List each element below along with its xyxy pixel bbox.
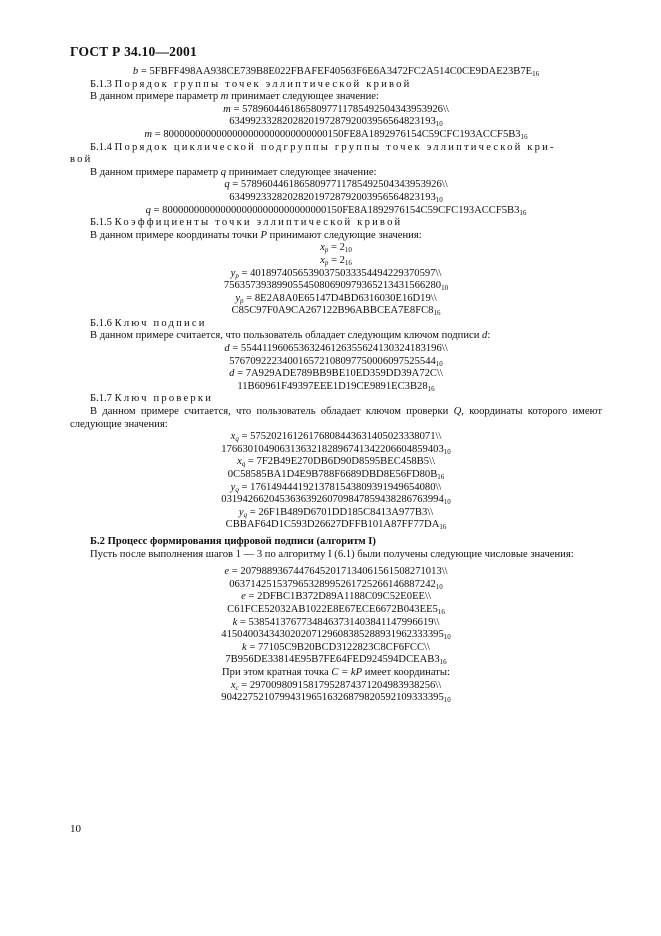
e-hex-line-2: $C61FCE52032AB1022E8E67ECE6672B043EE5_{16}$	[227, 603, 445, 616]
section-b2-heading: Б.2 Процесс формирования цифровой подписи (алгоритм I)	[90, 535, 376, 547]
section-b15-heading: Б.1.5 Коэффициенты точки эллиптической кривой	[90, 217, 403, 229]
e-decimal-line-1: e = 20798893674476452017134061561508271013\\	[224, 566, 448, 578]
m-hex-line: $m = 8000000000000000000000000000000150FE8A1892976154C59CFC193ACCF5B3_{16}$	[144, 128, 528, 141]
yq-decimal-line-1: $y_q$ = 17614944419213781543809391949654080\\	[230, 481, 442, 494]
section-b13-heading: Б.1.3 Порядок группы точек эллиптической кривой	[90, 78, 412, 90]
m-decimal-line-2: $634992332820282019728792003956564823193_{10}$	[229, 116, 443, 129]
yp-decimal-line-1: $y_p$ = 40189740565390375033354494229370597\\	[230, 267, 442, 280]
b-parameter-line: $b = 5FBFF498AA938CE739B8E022FBAFEF40563F6E6A3472FC2A514C0CE9DAE23B7E_{16}$	[132, 66, 540, 78]
xp-decimal-line: $x_p = 2_{10}$	[320, 242, 352, 255]
d-decimal-line-2: $576709222340016572108097750006097525544_{10}$	[229, 355, 443, 368]
q-decimal-line-2: $634992332820282019728792003956564823193_{10}$	[229, 191, 443, 204]
e-hex-line-1: e = 2DFBC1B372D89A1188C09C52E0EE\\	[241, 591, 431, 603]
xq-decimal-line-2: $176630104906313632182896741342206604859403_{10}$	[221, 443, 451, 456]
k-decimal-line-1: k = 53854137677348463731403841147996619\\	[232, 616, 440, 628]
d-hex-line-1: d = 7A929ADE789BB9BE10ED359DD39A72C\\	[229, 368, 443, 380]
yq-hex-line-1: $y_q$ = 26F1B489D6701DD185C8413A977B3\\	[238, 506, 434, 519]
d-hex-line-2: $11B60961F49397EEE1D19CE9891EC3B28_{16}$	[237, 380, 435, 393]
q-decimal-line-1: q = 57896044618658097711785492504343953926\\	[224, 179, 448, 191]
section-b17-intro: В данном примере считается, что пользователь обладает ключом проверки Q, координаты которого имеют следующие значения:	[70, 406, 602, 430]
section-b15-intro: В данном примере координаты точки P принимают следующие значения:	[90, 229, 422, 241]
q-hex-line: $q = 8000000000000000000000000000000150FE8A1892976154C59CFC193ACCF5B3_{16}$	[145, 204, 527, 217]
m-decimal-line-1: m = 57896044618658097711785492504343953926\\	[223, 103, 449, 115]
yp-hex-line-1: $y_p$ = 8E2A8A0E65147D4BD6316030E16D19\\	[235, 292, 437, 305]
yp-decimal-line-2: $75635739389905545080690979365213431566280_{10}$	[223, 280, 449, 293]
page-number: 10	[70, 823, 81, 835]
yq-hex-line-2: $CBBAF64D1C593D26627DFFB101A87FF77DA_{16}$	[225, 519, 447, 532]
xq-hex-line-2: $0C58585BA1D4E9B788F6689DBD8E56FD80B_{16}$	[227, 469, 445, 481]
xc-decimal-line-1: $x_c$ = 29700980915817952874371204983938256\\	[230, 679, 442, 692]
section-b14-heading-cont: вой	[70, 154, 93, 166]
xp-hex-line: $x_p = 2_{16}$	[320, 254, 352, 267]
section-b13-intro: В данном примере параметр m принимает следующее значение:	[90, 91, 379, 103]
page-content	[70, 66, 602, 705]
d-decimal-line-1: d = 55441196065363246126355624130324183196\\	[224, 343, 448, 355]
section-b2-paragraph: Пусть после выполнения шагов 1 — 3 по алгоритму I (6.1) были получены следующие числовые значения:	[90, 548, 574, 560]
section-b14-heading: Б.1.4 Порядок циклической подгруппы группы точек эллиптической кри-	[90, 141, 556, 153]
k-decimal-line-2: $415040034343020207129608385288931962333395_{10}$	[221, 629, 451, 642]
e-decimal-line-2: $063714251537965328995261725266146887242_{10}$	[229, 578, 443, 591]
xq-decimal-line-1: $x_q$ = 57520216126176808443631405023338071\\	[230, 431, 442, 444]
yp-hex-line-2: $C85C97F0A9CA267122B96ABBCEA7E8FC8_{16}$	[231, 305, 441, 318]
k-hex-line-2: $7B956DE33814E95B7FE64FED924594DCEAB3_{16}$	[225, 654, 447, 667]
xc-decimal-line-2: $904227521079943196516326879820592109333395_{10}$	[221, 692, 451, 705]
section-b16-intro: В данном примере считается, что пользователь обладает следующим ключом подписи d:	[90, 330, 491, 342]
point-c-line: При этом кратная точка C = kP имеет координаты:	[222, 666, 450, 678]
yq-decimal-line-2: $031942662045363639260709847859438286763994_{10}$	[221, 494, 451, 507]
k-hex-line-1: k = 77105C9B20BCD3122823C8CF6FCC\\	[242, 641, 430, 653]
section-b16-heading: Б.1.6 Ключ подписи	[90, 317, 207, 329]
page-header: ГОСТ Р 34.10—2001	[70, 44, 197, 59]
xq-hex-line-1: $x_q$ = 7F2B49E270DB6D90D8595BEC458B5\\	[237, 456, 435, 469]
section-b17-heading: Б.1.7 Ключ проверки	[90, 393, 214, 405]
section-b14-intro: В данном примере параметр q принимает следующее значение:	[90, 166, 377, 178]
